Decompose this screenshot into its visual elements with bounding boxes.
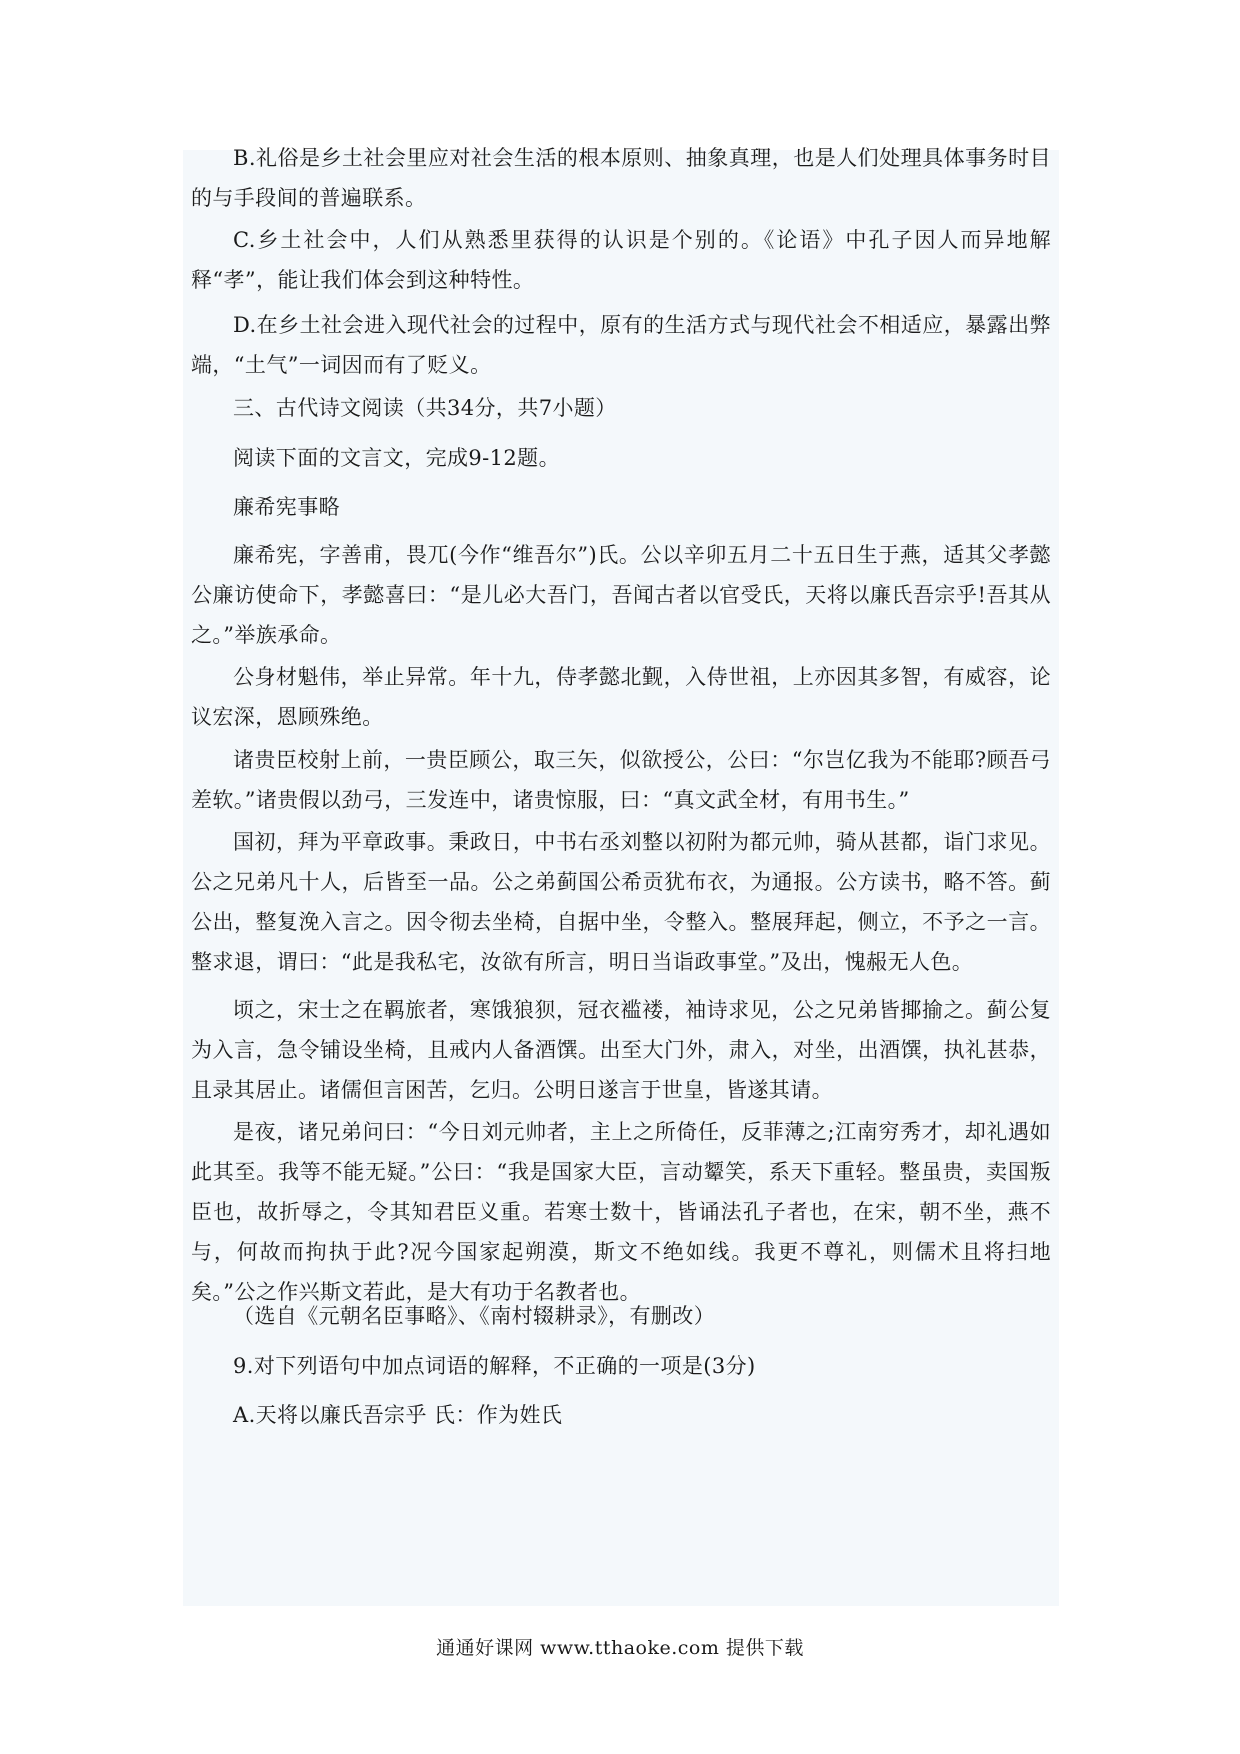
option-d-paragraph: D.在乡土社会进入现代社会的过程中，原有的生活方式与现代社会不相适应，暴露出弊端，“土气”一词因而有了贬义。 [191, 313, 1051, 377]
passage-paragraph-5: 顷之，宋士之在羁旅者，寒饿狼狈，冠衣褴褛，袖诗求见，公之兄弟皆揶揄之。蓟公复为入言，急令铺设坐椅，且戒内人备酒馔。出至大门外，肃入，对坐，出酒馔，执礼甚恭，且录其居止。诸儒但言困苦，乞归。公明日遂言于世皇，皆遂其请。 [191, 998, 1051, 1102]
passage-title: 廉希宪事略 [233, 495, 340, 519]
question-9: 9.对下列语句中加点词语的解释，不正确的一项是(3分) [233, 1354, 756, 1378]
option-c-paragraph: C.乡土社会中，人们从熟悉里获得的认识是个别的。《论语》中孔子因人而异地解释“孝”，能让我们体会到这种特性。 [191, 228, 1051, 292]
passage-paragraph-6: 是夜，诸兄弟问曰：“今日刘元帅者，主上之所倚任，反菲薄之;江南穷秀才，却礼遇如此其至。我等不能无疑。”公曰：“我是国家大臣，言动颦笑，系天下重轻。整虽贵，卖国叛臣也，故折辱之，令其知君臣义重。若寒士数十，皆诵法孔子者也，在宋，朝不坐，燕不与，何故而拘执于此?况今国家起朔漠，斯文不绝如线。我更不尊礼，则儒术且将扫地矣。”公之作兴斯文若此，是大有功于名教者也。 [191, 1120, 1051, 1304]
passage-paragraph-4: 国初，拜为平章政事。秉政日，中书右丞刘整以初附为都元帅，骑从甚都，诣门求见。公之兄弟凡十人，后皆至一品。公之弟蓟国公希贡犹布衣，为通报。公方读书，略不答。蓟公出，整复浼入言之。因令彻去坐椅，自据中坐，令整入。整展拜起，侧立，不予之一言。整求退，谓曰：“此是我私宅，汝欲有所言，明日当诣政事堂。”及出，愧赧无人色。 [191, 830, 1051, 974]
reading-instruction: 阅读下面的文言文，完成9-12题。 [233, 446, 560, 470]
page-footer: 通通好课网 www.tthaoke.com 提供下载 [436, 1637, 804, 1659]
option-b-paragraph: B.礼俗是乡土社会里应对社会生活的根本原则、抽象真理，也是人们处理具体事务时目的与手段间的普遍联系。 [191, 146, 1051, 210]
question-9-option-a: A.天将以廉氏吾宗乎 氏：作为姓氏 [233, 1403, 563, 1427]
passage-paragraph-3: 诸贵臣校射上前，一贵臣顾公，取三矢，似欲授公，公曰：“尔岂亿我为不能耶?顾吾弓差软。”诸贵假以劲弓，三发连中，诸贵惊服，曰：“真文武全材，有用书生。” [191, 748, 1051, 812]
document-body [183, 146, 1059, 1606]
section-heading: 三、古代诗文阅读（共34分，共7小题） [233, 396, 617, 420]
passage-paragraph-1: 廉希宪，字善甫，畏兀(今作“维吾尔”)氏。公以辛卯五月二十五日生于燕，适其父孝懿公廉访使命下，孝懿喜曰：“是儿必大吾门，吾闻古者以官受氏，天将以廉氏吾宗乎!吾其从之。”举族承命。 [191, 543, 1051, 647]
passage-source: （选自《元朝名臣事略》、《南村辍耕录》，有删改） [233, 1304, 716, 1328]
passage-paragraph-2: 公身材魁伟，举止异常。年十九，侍孝懿北觐，入侍世祖，上亦因其多智，有威容，论议宏深，恩顾殊绝。 [191, 665, 1051, 729]
